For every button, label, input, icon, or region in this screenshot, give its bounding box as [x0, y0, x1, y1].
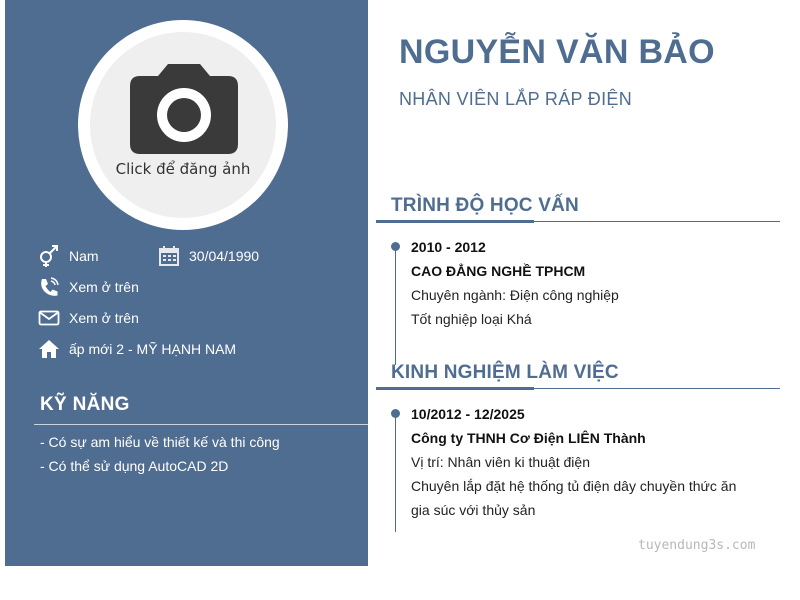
- upload-photo-button[interactable]: [90, 32, 276, 218]
- gender-row: [38, 245, 99, 267]
- address-value: ấp mới 2 - MỸ HẠNH NAM: [69, 341, 237, 357]
- candidate-role: NHÂN VIÊN LẮP RÁP ĐIỆN: [399, 89, 633, 109]
- email-value: Xem ở trên: [69, 310, 139, 326]
- upload-photo-label: Click để đăng ảnh: [115, 160, 251, 178]
- experience-timeline: [395, 412, 396, 532]
- phone-value: Xem ở trên: [69, 279, 139, 295]
- experience-divider-accent: [376, 387, 534, 390]
- experience-company: Công ty THNH Cơ Điện LIÊN Thành: [411, 430, 646, 446]
- education-title: TRÌNH ĐỘ HỌC VẤN: [391, 195, 579, 216]
- camera-icon: [130, 62, 238, 154]
- calendar-icon: [158, 245, 180, 267]
- birthdate-row: [158, 245, 259, 267]
- gender-value: Nam: [69, 248, 99, 264]
- home-icon: [38, 338, 60, 360]
- education-major: Chuyên ngành: Điện công nghiệp: [411, 287, 619, 303]
- skill-item: - Có sự am hiểu về thiết kế và thi công: [40, 434, 280, 450]
- email-row: [38, 307, 139, 329]
- skills-title: KỸ NĂNG: [40, 394, 130, 415]
- education-period: 2010 - 2012: [411, 239, 486, 255]
- experience-title: KINH NGHIỆM LÀM VIỆC: [391, 362, 619, 383]
- education-divider-accent: [376, 220, 534, 223]
- experience-position: Vị trí: Nhân viên ki thuật điện: [411, 454, 590, 470]
- skills-divider: [34, 424, 368, 425]
- mail-icon: [38, 307, 60, 329]
- experience-description-line: Chuyên lắp đặt hệ thống tủ điện dây chuyền thức ăn: [411, 478, 737, 494]
- experience-description-line: gia súc với thủy sản: [411, 502, 536, 518]
- education-school: CAO ĐẲNG NGHỀ TPHCM: [411, 263, 586, 279]
- phone-row: [38, 276, 139, 298]
- experience-timeline-dot: [391, 409, 400, 418]
- education-grade: Tốt nghiệp loại Khá: [411, 311, 532, 327]
- education-timeline-dot: [391, 242, 400, 251]
- phone-icon: [38, 276, 60, 298]
- watermark: tuyendung3s.com: [638, 538, 756, 553]
- gender-icon: [38, 245, 60, 267]
- skill-item: - Có thể sử dụng AutoCAD 2D: [40, 458, 229, 474]
- education-timeline: [395, 245, 396, 365]
- birthdate-value: 30/04/1990: [189, 248, 260, 264]
- candidate-name: NGUYỄN VĂN BẢO: [399, 33, 715, 71]
- experience-period: 10/2012 - 12/2025: [411, 406, 525, 422]
- address-row: [38, 338, 236, 360]
